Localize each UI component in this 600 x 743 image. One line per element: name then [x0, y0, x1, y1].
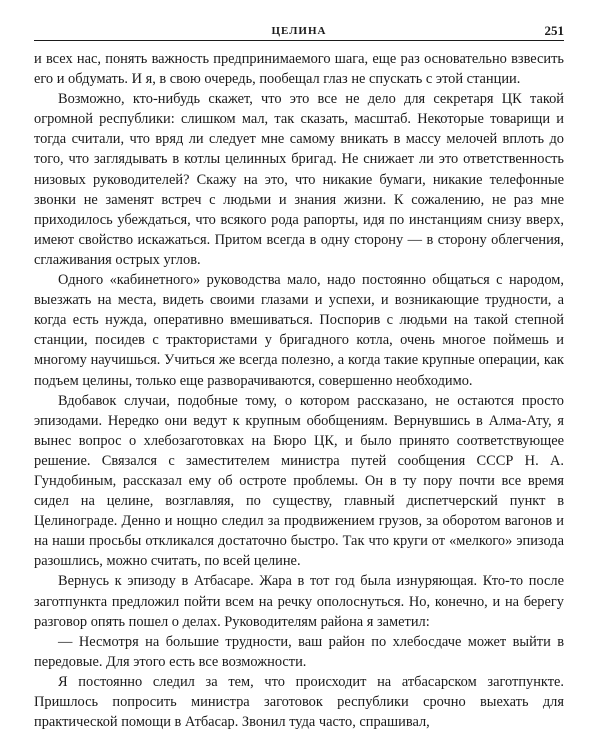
paragraph: Возможно, кто-нибудь скажет, что это все не дело для секретаря ЦК такой огромной республики: слишком мал, так сказать, масштаб. Некоторые товарищи и тогда считали, что вряд ли следует мне самому вникать в массу мелочей вплоть до того, что заглядывать в котлы целинных бригад. Не снижает ли это ответственность низовых руководителей? Скажу на это, что никакие бумаги, никакие телефонные звонки не заменят встреч с людьми и знания жизни. К сожалению, не раз мне приходилось убеждаться, что всякого рода рапорты, идя по инстанциям снизу вверх, имеют свойство искажаться. Притом всегда в одну сторону — в сторону облегчения, сглаживания острых углов.	[34, 91, 564, 268]
paragraph: Вернусь к эпизоду в Атбасаре. Жара в тот год была изнуряющая. Кто-то после заготпункта предложил пойти всем на речку ополоснуться. Но, конечно, и на берегу разговор опять пошел о делах. Руководителям района я заметил:	[34, 573, 564, 630]
running-header	[34, 22, 564, 41]
dialogue-line: — Несмотря на большие трудности, ваш район по хлебосдаче может выйти в передовые. Для этого есть все возможности.	[34, 633, 564, 670]
paragraph: Вдобавок случаи, подобные тому, о котором рассказано, не остаются просто эпизодами. Нередко они ведут к крупным обобщениям. Вернувшись в Алма-Ату, я вынес вопрос о хлебозаготовках на Бюро ЦК, и было принято соответствующее решение. Связался с заместителем министра путей сообщения СССР Н. А. Гундобиным, рассказал ему об остроте проблемы. Он в ту пору почти все время сидел на целине, возглавляя, по существу, главный диспетчерский пункт в Целинограде. Денно и нощно следил за продвижением грузов, за оборотом вагонов и на наши просьбы откликался достаточно быстро. Так что круги от «мелкого» эпизода разошлись, можно считать, по всей целине.	[34, 392, 564, 570]
book-page	[34, 22, 564, 732]
page-number: 251	[544, 23, 564, 38]
running-title: ЦЕЛИНА	[271, 25, 327, 37]
paragraph: и всех нас, понять важность предпринимаемого шага, еще раз основательно взвесить его и обдумать. И я, в свою очередь, пообещал глаз не спускать с этой станции.	[34, 51, 564, 88]
paragraph: Одного «кабинетного» руководства мало, надо постоянно общаться с народом, выезжать на места, видеть своими глазами и успехи, и возникающие трудности, а когда есть нужда, оперативно вмешиваться. Поспорив с людьми на такой степной станции, посидев с трактористами у бригадного котла, очень многое поймешь и многому научишься. Учиться же всегда полезно, а когда такие крупные операции, как подъем целины, только еще разворачиваются, совершенно необходимо.	[34, 272, 564, 389]
paragraph: Я постоянно следил за тем, что происходит на атбасарском заготпункте. Пришлось попросить министра заготовок республики срочно выехать для практической помощи в Атбасар. Звонил туда часто, спрашивал,	[34, 673, 564, 731]
body-text	[34, 49, 564, 732]
